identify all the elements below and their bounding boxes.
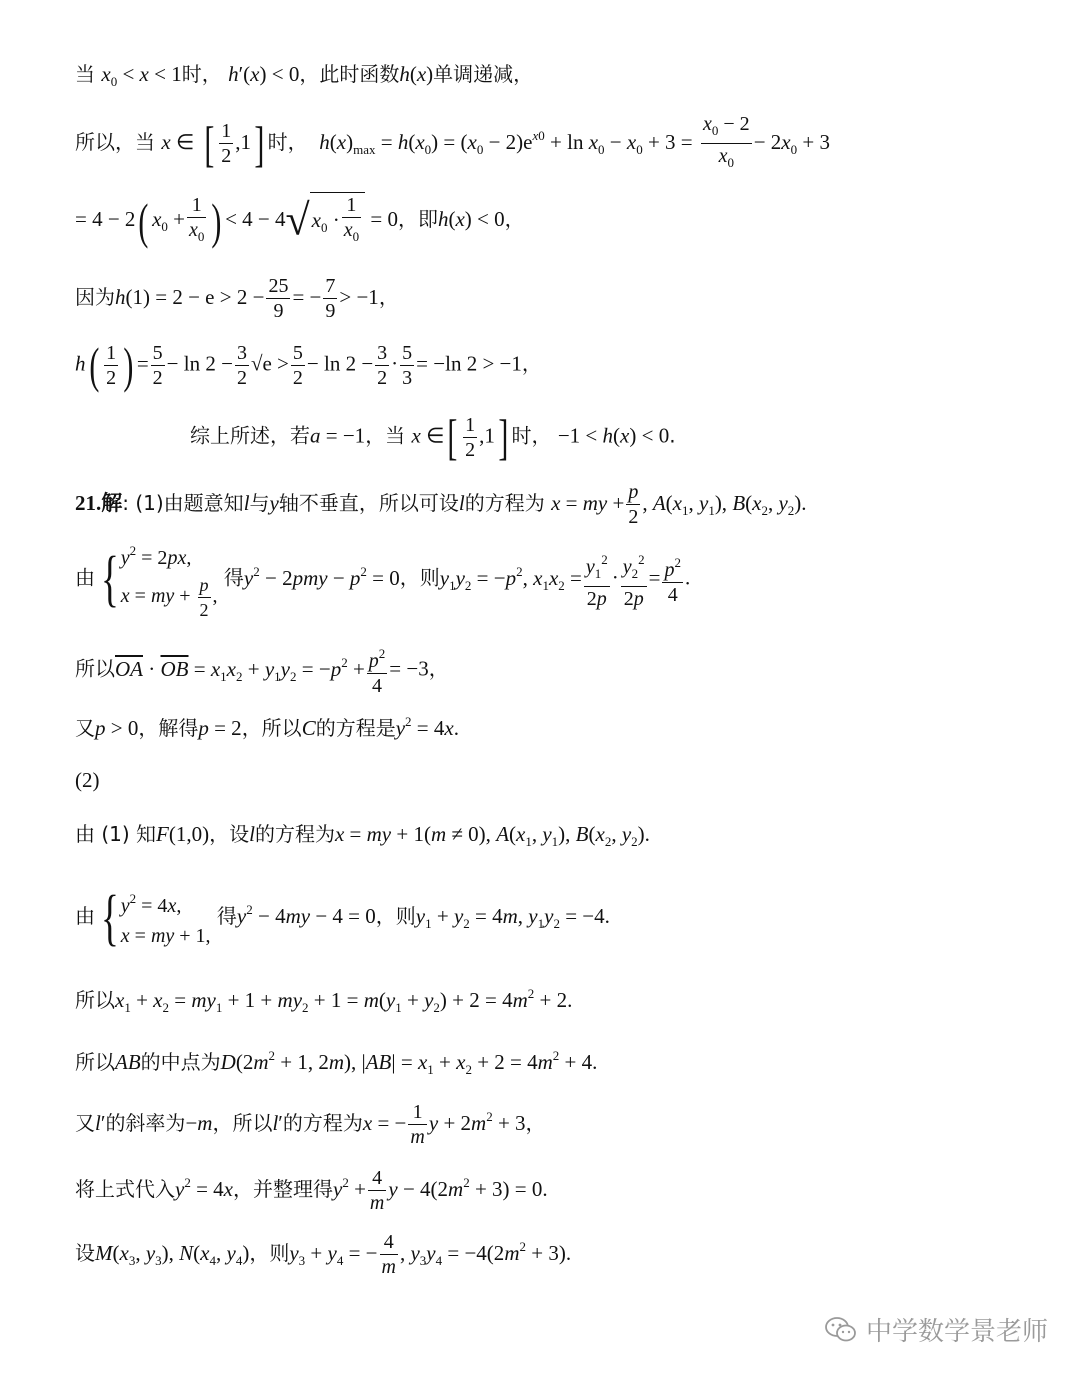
solution-line-4: 因为h(1) = 2 − e > 2 − $\frac{25}{9}$ = − $\frac{7}{9}$ > −1， (75, 275, 399, 322)
solution-line-1: 当 $x_0 < x < 1$时， h′(x) < 0，此时函数h(x)单调递减， (75, 62, 534, 89)
math-expr: x = − (362, 1111, 407, 1135)
wechat-icon (824, 1316, 858, 1344)
solution-line-12: 由 (1) 知F(1,0)，设l的方程为x = my + 1(m ≠ 0), $A(x_1$, $y_1$), $B(x_2$, $y_2$). (75, 822, 650, 849)
solution-line-16: 又l′的斜率为−m，所以l′的方程为x = − $\frac{1}{m}$ $y + 2m^2 + 3$， (75, 1101, 546, 1148)
solution-line-10: 又p > 0，解得p = 2，所以C的方程是$y^2 = 4x$. (75, 714, 459, 740)
solution-line-17: 将上式代入$y^2 = 4x$，并整理得$y^2$ + $\frac{4}{m}$ $y - 4(2m^2 + 3) = 0$. (75, 1167, 548, 1214)
math-expr: $y^2 - 4my - 4 = 0$ (236, 902, 376, 928)
math-expr: $M(x_3$, $y_3$), $N(x_4$, $y_4$) (95, 1241, 250, 1268)
math-expr: $\overline{OA} \cdot \overline{OB} = x_1x_2 + y_1y_2 = -p^2$ + (115, 654, 365, 684)
math-expr: = 4 − 2 (75, 207, 136, 231)
math-expr: $y^2$ + (333, 1175, 366, 1201)
solution-line-13: 由{ $y^2 = 4x$, x = my + 1, 得$y^2 - 4my - 4 = 0$，则$y_1 + y_2 = 4m$, $y_1y_2 = -4$. (75, 883, 610, 952)
solution-line-5: h( $\frac{1}{2}$ ) = $\frac{5}{2}$ − ln 2 − $\frac{3}{2}$ √e > $\frac{5}{2}$ − ln 2 − $\frac{3}{2}$ · $\frac{5}{3}$ = −ln 2 > −1， (75, 337, 542, 393)
watermark-text: 中学数学景老师 (865, 1317, 1048, 1347)
solution-line-3: = 4 − 2( $x_0$ + $\frac{1}{x_0}$ ) < $4 - 4√x_0$ · $\frac{1}{x_0}$ = 0，即h(x) < 0， (75, 192, 525, 249)
solution-line-8: 由{ $y^2 = 2px$, x = my + $\frac{p}{2}$ , 得$y^2 - 2pmy - p^2 = 0$，则$y_1y_2 = -p^2$, $x_1x_2$ = $\frac{y_1^2}{2p}$ · $\frac{y_2^2}{2p}$ = $\frac{p^2}{4}$ . (75, 543, 691, 620)
math-expr: h (75, 351, 86, 376)
solution-line-11: (2) (75, 768, 100, 792)
math-expr: h(x) (399, 62, 434, 86)
math-expr: h′(x) < 0 (228, 62, 300, 86)
solution-line-15: 所以AB的中点为$D(2m^2 + 1$, 2m), $|AB| = x_1 + x_2 + 2 = 4m^2 + 4$. (75, 1048, 598, 1077)
solution-line-14: 所以$x_1 + x_2 = my_1 + 1 + my_2 + 1 = m(y_1 + y_2) + 2 = 4m^2 + 2$. (75, 986, 573, 1015)
math-expr: −1 < h(x) < 0 (557, 423, 670, 448)
solution-line-18: 设$M(x_3$, $y_3$), $N(x_4$, $y_4$)，则$y_3 + y_4$ = − $\frac{4}{m}$ , $y_3y_4 = -4(2m^2 + 3)$. (75, 1231, 572, 1278)
solution-line-9: 所以$\overline{OA} \cdot \overline{OB} = x_1x_2 + y_1y_2 = -p^2$ + $\frac{p^2}{4}$ = −3， (75, 642, 1040, 698)
solution-line-6: 综上所述，若a = −1，当 x ∈[ $\frac{1}{2}$ ,1] 时， −1 < h(x) < 0. (190, 409, 676, 465)
math-expr: $x_0 < x < 1$ (101, 62, 182, 89)
math-expr: F(1,0) (156, 822, 210, 846)
math-expr: $y^2 - 2pmy - p^2 = 0$ (243, 563, 400, 590)
math-expr: h(1) = 2 − e > 2 − (115, 285, 265, 309)
math-expr: a = −1 (310, 423, 366, 448)
solution-line-7: 21.解: (1)由题意知l与y轴不垂直，所以可设l的方程为 x = my + $\frac{p}{2}$ , $A(x_1$, $y_1$), $B(x_2$, $y_2$). (75, 481, 807, 528)
math-expr: x = my + (551, 491, 625, 515)
math-expr: x ∈ (161, 130, 195, 154)
math-expr: p > 0 (95, 716, 139, 740)
solution-line-2: 所以，当 x ∈ [ $\frac{1}{2}$ ,1] 时， $h(x)_{max} = h(x_0) = (x_0 - 2)e^{x0} + \ln x_0 - x_0 + 3$ = $\frac{x_0 - 2}{x_0}$ − $2x_0 + 3$ (75, 113, 830, 172)
watermark (824, 1311, 1048, 1348)
math-expr: $h(x)_{max} = h(x_0) = (x_0 - 2)e^{x0} + \ln x_0 - x_0 + 3$ = (319, 128, 693, 157)
problem-number: 21.解 (75, 491, 123, 515)
math-expr: $D(2m^2 + 1$, 2m), $|AB| = x_1 + x_2 + 2 = 4m^2 + 4$. (220, 1048, 598, 1077)
math-expr: $x_1 + x_2 = my_1 + 1 + my_2 + 1 = m(y_1 + y_2) + 2 = 4m^2 + 2$. (115, 986, 573, 1015)
